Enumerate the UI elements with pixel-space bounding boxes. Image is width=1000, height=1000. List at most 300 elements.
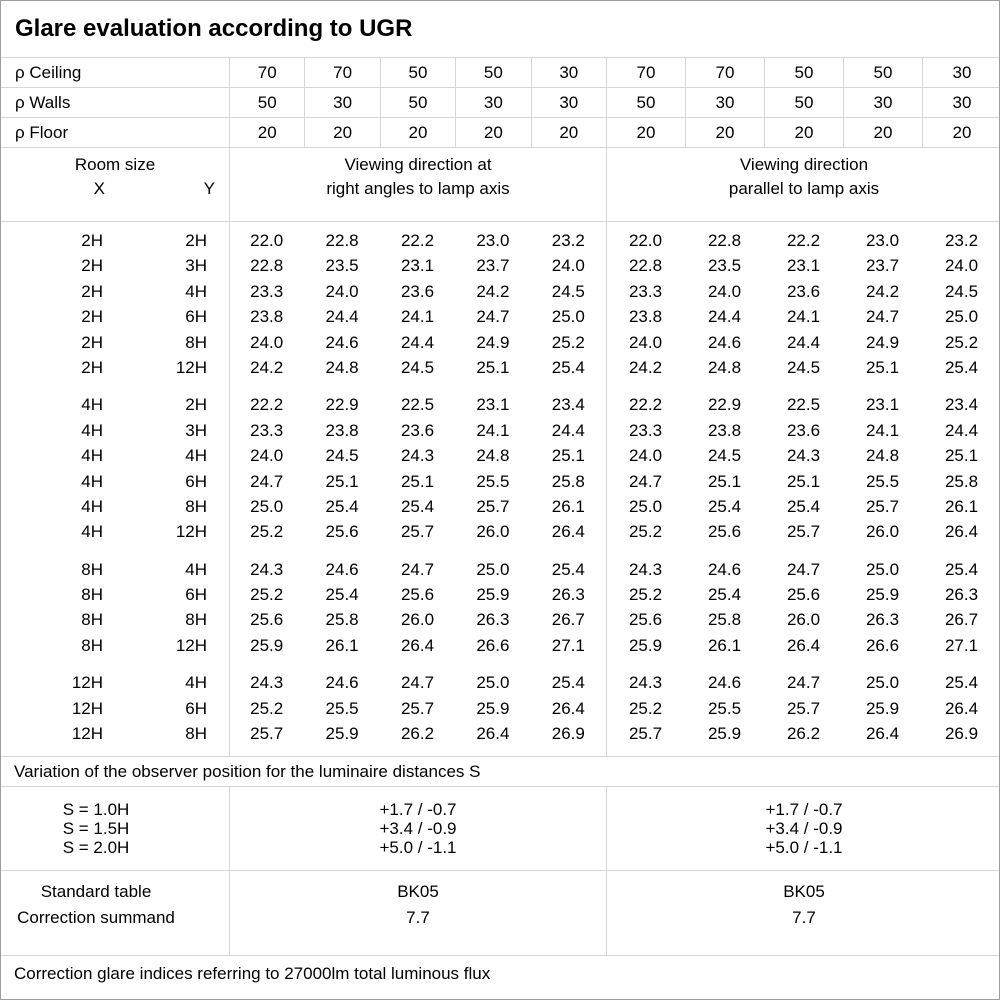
room-size-cell <box>1 670 229 695</box>
reflectance-values-group <box>606 88 1000 117</box>
ugr-values-group <box>606 469 1000 494</box>
ugr-value-right-angles: 26.4 <box>476 724 510 744</box>
ugr-value-right-angles: 24.2 <box>476 281 510 301</box>
ugr-value-right-angles: 24.7 <box>250 471 284 491</box>
room-size-x: 4H <box>81 496 103 516</box>
ugr-value-parallel: 26.4 <box>944 698 979 718</box>
standard-table-section <box>1 871 999 956</box>
reflectance-value: 50 <box>455 58 530 87</box>
room-size-header <box>1 148 229 221</box>
room-size-y: 8H <box>185 496 207 516</box>
reflectance-value: 20 <box>843 118 922 147</box>
reflectance-values-group <box>606 58 1000 87</box>
room-size-y: 8H <box>185 332 207 352</box>
reflectance-value: 70 <box>229 58 304 87</box>
ugr-value-right-angles: 24.6 <box>325 332 359 352</box>
room-size-y: 6H <box>185 698 207 718</box>
room-size-x: 8H <box>81 585 103 605</box>
ugr-value-parallel: 26.7 <box>944 610 979 630</box>
reflectance-value: 50 <box>843 58 922 87</box>
ugr-value-right-angles: 26.1 <box>551 496 585 516</box>
ugr-value-parallel: 25.0 <box>944 307 979 327</box>
reflectance-value: 30 <box>531 58 606 87</box>
s-distance-label: S = 1.5H <box>62 819 130 838</box>
ugr-value-right-angles: 24.3 <box>400 446 435 466</box>
ugr-value-right-angles: 25.4 <box>325 496 359 516</box>
ugr-values-group <box>229 304 606 329</box>
ugr-values-group <box>606 304 1000 329</box>
room-size-y: 12H <box>175 635 207 655</box>
reflectance-row-label: ρ Walls <box>15 92 71 112</box>
room-size-label: Room size <box>74 155 156 174</box>
ugr-values-group <box>229 633 606 658</box>
spacing-values-right-angles <box>229 787 606 870</box>
room-size-cell <box>1 253 229 278</box>
room-size-y: 4H <box>185 281 207 301</box>
ugr-value-parallel: 25.7 <box>865 496 900 516</box>
ugr-values-group <box>606 519 1000 544</box>
ugr-value-right-angles: 25.7 <box>476 496 510 516</box>
ugr-value-right-angles: 26.4 <box>400 635 435 655</box>
reflectance-values-group <box>229 88 606 117</box>
ugr-value-right-angles: 22.5 <box>400 395 435 415</box>
ugr-value-right-angles: 26.0 <box>476 522 510 542</box>
reflectance-value: 30 <box>685 88 764 117</box>
ugr-value-right-angles: 25.4 <box>400 496 435 516</box>
ugr-values-group <box>606 330 1000 355</box>
ugr-values-group <box>229 253 606 278</box>
ugr-value-right-angles: 24.3 <box>250 673 284 693</box>
room-size-y: 3H <box>185 256 207 276</box>
ugr-row-block <box>1 392 999 544</box>
ugr-value-parallel: 24.7 <box>786 673 821 693</box>
room-size-y: 12H <box>175 357 207 377</box>
ugr-value-right-angles: 26.1 <box>325 635 359 655</box>
reflectance-value: 30 <box>304 88 379 117</box>
table-header-row <box>1 148 999 222</box>
y-axis-label: Y <box>203 179 215 198</box>
room-size-y: 4H <box>185 559 207 579</box>
ugr-value-right-angles: 23.0 <box>476 231 510 250</box>
ugr-value-right-angles: 22.8 <box>325 231 359 250</box>
ugr-values-group <box>229 607 606 632</box>
ugr-value-right-angles: 26.4 <box>551 522 585 542</box>
room-size-y: 6H <box>185 585 207 605</box>
ugr-value-right-angles: 23.4 <box>551 395 585 415</box>
ugr-value-right-angles: 24.5 <box>400 357 435 377</box>
ugr-value-parallel: 26.3 <box>944 585 979 605</box>
reflectance-value: 20 <box>531 118 606 147</box>
ugr-value-parallel: 25.9 <box>865 698 900 718</box>
ugr-value-parallel: 25.6 <box>786 585 821 605</box>
ugr-value-right-angles: 24.5 <box>551 281 585 301</box>
table-row <box>1 392 999 417</box>
ugr-value-parallel: 25.7 <box>628 724 663 744</box>
ugr-value-parallel: 24.5 <box>944 281 979 301</box>
ugr-value-parallel: 26.0 <box>865 522 900 542</box>
ugr-value-right-angles: 26.0 <box>400 610 435 630</box>
ugr-value-right-angles: 25.6 <box>325 522 359 542</box>
ugr-values-group <box>606 392 1000 417</box>
room-size-cell <box>1 304 229 329</box>
page-title: Glare evaluation according to UGR <box>15 15 413 42</box>
reflectance-value: 20 <box>685 118 764 147</box>
ugr-value-right-angles: 25.4 <box>325 585 359 605</box>
group-header-line-2: right angles to lamp axis <box>326 179 510 198</box>
ugr-value-right-angles: 25.4 <box>551 673 585 693</box>
ugr-value-right-angles: 27.1 <box>551 635 585 655</box>
ugr-value-right-angles: 25.5 <box>325 698 359 718</box>
ugr-value-parallel: 22.2 <box>628 395 663 415</box>
ugr-value-parallel: 24.6 <box>707 332 742 352</box>
ugr-value-parallel: 22.5 <box>786 395 821 415</box>
table-row <box>1 418 999 443</box>
ugr-value-parallel: 25.0 <box>865 559 900 579</box>
ugr-value-parallel: 22.9 <box>707 395 742 415</box>
table-row <box>1 721 999 746</box>
ugr-values-group <box>229 557 606 582</box>
ugr-value-right-angles: 25.7 <box>250 724 284 744</box>
ugr-value-parallel: 26.3 <box>865 610 900 630</box>
ugr-values-group <box>606 279 1000 304</box>
group-header-line-1: Viewing direction at <box>344 155 492 174</box>
ugr-values-group <box>229 469 606 494</box>
ugr-value-right-angles: 25.9 <box>325 724 359 744</box>
ugr-values-group <box>606 355 1000 380</box>
standard-table-value: BK05 <box>783 882 825 901</box>
table-row <box>1 469 999 494</box>
room-size-y: 6H <box>185 307 207 327</box>
ugr-values-group <box>606 253 1000 278</box>
standard-values-parallel <box>606 871 1000 955</box>
group-header-parallel <box>606 148 1000 221</box>
spacing-correction-value: +3.4 / -0.9 <box>379 819 457 838</box>
standard-table-value: BK05 <box>397 882 439 901</box>
ugr-value-parallel: 23.3 <box>628 420 663 440</box>
ugr-values-group <box>606 443 1000 468</box>
ugr-value-parallel: 25.2 <box>944 332 979 352</box>
ugr-value-parallel: 24.8 <box>865 446 900 466</box>
ugr-value-right-angles: 24.3 <box>250 559 284 579</box>
room-size-cell <box>1 469 229 494</box>
ugr-value-right-angles: 24.5 <box>325 446 359 466</box>
ugr-value-parallel: 24.0 <box>628 446 663 466</box>
room-size-cell <box>1 494 229 519</box>
ugr-value-parallel: 23.1 <box>786 256 821 276</box>
title-row <box>1 1 999 58</box>
ugr-value-parallel: 25.5 <box>707 698 742 718</box>
ugr-value-parallel: 26.4 <box>786 635 821 655</box>
ugr-value-parallel: 24.1 <box>786 307 821 327</box>
ugr-value-right-angles: 24.7 <box>400 559 435 579</box>
ugr-value-right-angles: 25.6 <box>250 610 284 630</box>
reflectance-value: 20 <box>455 118 530 147</box>
reflectance-row <box>1 88 999 118</box>
ugr-value-parallel: 25.5 <box>865 471 900 491</box>
spacing-variation-section <box>1 787 999 871</box>
ugr-value-parallel: 25.9 <box>707 724 742 744</box>
ugr-value-parallel: 24.0 <box>707 281 742 301</box>
ugr-value-right-angles: 24.4 <box>551 420 585 440</box>
reflectance-value: 30 <box>531 88 606 117</box>
reflectance-row-label: ρ Ceiling <box>15 62 82 82</box>
ugr-value-right-angles: 24.2 <box>250 357 284 377</box>
ugr-value-parallel: 24.4 <box>786 332 821 352</box>
ugr-value-right-angles: 25.1 <box>476 357 510 377</box>
ugr-values-group <box>229 670 606 695</box>
ugr-value-parallel: 24.5 <box>707 446 742 466</box>
ugr-value-parallel: 24.9 <box>865 332 900 352</box>
room-size-x: 12H <box>71 698 103 718</box>
room-size-y: 2H <box>185 395 207 415</box>
reflectance-row <box>1 58 999 88</box>
table-row <box>1 494 999 519</box>
ugr-value-right-angles: 26.6 <box>476 635 510 655</box>
ugr-value-parallel: 24.2 <box>628 357 663 377</box>
reflectance-value: 50 <box>606 88 685 117</box>
table-row <box>1 557 999 582</box>
ugr-value-parallel: 24.7 <box>865 307 900 327</box>
ugr-value-right-angles: 24.8 <box>325 357 359 377</box>
reflectance-value: 20 <box>764 118 843 147</box>
ugr-value-parallel: 25.1 <box>786 471 821 491</box>
reflectance-value: 20 <box>229 118 304 147</box>
room-size-x: 2H <box>81 307 103 327</box>
ugr-value-right-angles: 23.6 <box>400 420 435 440</box>
ugr-values-group <box>229 330 606 355</box>
room-size-cell <box>1 330 229 355</box>
ugr-value-right-angles: 23.5 <box>325 256 359 276</box>
ugr-value-parallel: 24.3 <box>628 559 663 579</box>
ugr-value-parallel: 26.2 <box>786 724 821 744</box>
reflectance-values-group <box>606 118 1000 147</box>
reflectance-value: 70 <box>606 58 685 87</box>
ugr-values-group <box>606 418 1000 443</box>
ugr-value-right-angles: 25.2 <box>250 522 284 542</box>
ugr-value-right-angles: 24.0 <box>551 256 585 276</box>
ugr-value-parallel: 23.0 <box>865 231 900 250</box>
ugr-value-parallel: 24.0 <box>628 332 663 352</box>
ugr-value-right-angles: 24.0 <box>325 281 359 301</box>
reflectance-value: 30 <box>843 88 922 117</box>
ugr-value-right-angles: 24.7 <box>400 673 435 693</box>
spacing-correction-value: +5.0 / -1.1 <box>765 838 843 857</box>
ugr-value-parallel: 23.1 <box>865 395 900 415</box>
reflectance-value: 30 <box>922 58 1000 87</box>
ugr-value-right-angles: 26.2 <box>400 724 435 744</box>
x-axis-label: X <box>93 179 105 198</box>
ugr-value-right-angles: 25.0 <box>250 496 284 516</box>
reflectance-section <box>1 58 999 148</box>
room-size-y: 3H <box>185 420 207 440</box>
ugr-values-group <box>606 607 1000 632</box>
room-size-x: 4H <box>81 420 103 440</box>
ugr-values-group <box>229 519 606 544</box>
ugr-value-right-angles: 24.4 <box>400 332 435 352</box>
room-size-cell <box>1 392 229 417</box>
ugr-value-right-angles: 23.8 <box>325 420 359 440</box>
ugr-value-right-angles: 25.4 <box>551 559 585 579</box>
ugr-value-parallel: 25.8 <box>707 610 742 630</box>
ugr-value-parallel: 22.2 <box>786 231 821 250</box>
ugr-values-body <box>1 222 999 756</box>
ugr-value-parallel: 23.2 <box>944 231 979 250</box>
ugr-value-parallel: 25.7 <box>786 522 821 542</box>
ugr-value-parallel: 22.8 <box>707 231 742 250</box>
ugr-value-right-angles: 23.1 <box>476 395 510 415</box>
ugr-value-parallel: 24.3 <box>786 446 821 466</box>
variation-note: Variation of the observer position for the luminaire distances S <box>1 756 999 787</box>
correction-summand-label: Correction summand <box>17 908 175 927</box>
ugr-value-right-angles: 25.7 <box>400 522 435 542</box>
table-row <box>1 670 999 695</box>
room-size-x: 4H <box>81 446 103 466</box>
room-size-x: 4H <box>81 395 103 415</box>
ugr-values-group <box>229 721 606 746</box>
ugr-value-right-angles: 25.1 <box>325 471 359 491</box>
ugr-value-parallel: 24.4 <box>707 307 742 327</box>
room-size-cell <box>1 228 229 253</box>
ugr-value-right-angles: 22.9 <box>325 395 359 415</box>
ugr-values-group <box>606 670 1000 695</box>
ugr-value-right-angles: 25.2 <box>250 585 284 605</box>
ugr-value-parallel: 24.4 <box>944 420 979 440</box>
ugr-value-right-angles: 24.8 <box>476 446 510 466</box>
ugr-value-right-angles: 23.7 <box>476 256 510 276</box>
standard-values-right-angles <box>229 871 606 955</box>
ugr-value-parallel: 25.7 <box>786 698 821 718</box>
ugr-value-parallel: 24.0 <box>944 256 979 276</box>
ugr-values-group <box>229 582 606 607</box>
ugr-value-parallel: 24.1 <box>865 420 900 440</box>
ugr-value-right-angles: 25.8 <box>325 610 359 630</box>
room-size-cell <box>1 696 229 721</box>
ugr-values-group <box>606 696 1000 721</box>
reflectance-value: 50 <box>380 58 455 87</box>
ugr-values-group <box>229 355 606 380</box>
room-size-y: 4H <box>185 446 207 466</box>
ugr-value-right-angles: 25.9 <box>476 585 510 605</box>
ugr-values-group <box>606 633 1000 658</box>
room-size-axis-labels <box>1 177 229 201</box>
ugr-value-right-angles: 22.2 <box>250 395 284 415</box>
spacing-correction-value: +5.0 / -1.1 <box>379 838 457 857</box>
ugr-values-group <box>229 443 606 468</box>
ugr-value-parallel: 24.7 <box>786 559 821 579</box>
ugr-value-parallel: 23.8 <box>707 420 742 440</box>
ugr-values-group <box>229 279 606 304</box>
ugr-value-parallel: 25.4 <box>707 496 742 516</box>
ugr-value-right-angles: 25.0 <box>476 673 510 693</box>
ugr-value-right-angles: 23.3 <box>250 281 284 301</box>
ugr-value-parallel: 25.1 <box>865 357 900 377</box>
ugr-value-right-angles: 25.8 <box>551 471 585 491</box>
correction-summand-value: 7.7 <box>792 908 816 927</box>
reflectance-row <box>1 118 999 148</box>
ugr-value-parallel: 23.6 <box>786 281 821 301</box>
room-size-cell <box>1 355 229 380</box>
ugr-value-parallel: 25.4 <box>707 585 742 605</box>
room-size-y: 4H <box>185 673 207 693</box>
ugr-values-group <box>606 582 1000 607</box>
ugr-value-parallel: 25.9 <box>865 585 900 605</box>
reflectance-value: 70 <box>685 58 764 87</box>
ugr-row-block <box>1 670 999 746</box>
reflectance-row-label: ρ Floor <box>15 122 69 142</box>
ugr-value-parallel: 25.0 <box>865 673 900 693</box>
ugr-value-right-angles: 26.3 <box>551 585 585 605</box>
room-size-cell <box>1 721 229 746</box>
ugr-value-right-angles: 23.6 <box>400 281 435 301</box>
ugr-value-parallel: 25.1 <box>944 446 979 466</box>
ugr-values-group <box>229 418 606 443</box>
ugr-value-parallel: 23.4 <box>944 395 979 415</box>
ugr-value-parallel: 25.4 <box>944 357 979 377</box>
ugr-value-parallel: 24.2 <box>865 281 900 301</box>
ugr-values-group <box>606 721 1000 746</box>
reflectance-value: 20 <box>380 118 455 147</box>
table-row <box>1 228 999 253</box>
ugr-row-block <box>1 557 999 659</box>
table-row <box>1 607 999 632</box>
group-header-line-1: Viewing direction <box>739 155 869 174</box>
ugr-value-parallel: 24.6 <box>707 559 742 579</box>
ugr-value-parallel: 25.0 <box>628 496 663 516</box>
ugr-value-right-angles: 25.2 <box>250 698 284 718</box>
ugr-value-right-angles: 23.2 <box>551 231 585 250</box>
ugr-value-right-angles: 25.0 <box>551 307 585 327</box>
spacing-values-parallel <box>606 787 1000 870</box>
table-row <box>1 355 999 380</box>
standard-labels <box>1 871 229 955</box>
ugr-value-right-angles: 25.2 <box>551 332 585 352</box>
ugr-value-right-angles: 24.6 <box>325 673 359 693</box>
ugr-value-right-angles: 24.6 <box>325 559 359 579</box>
room-size-x: 8H <box>81 559 103 579</box>
table-row <box>1 696 999 721</box>
room-size-x: 12H <box>71 724 103 744</box>
spacing-correction-value: +1.7 / -0.7 <box>379 800 457 819</box>
spacing-correction-value: +1.7 / -0.7 <box>765 800 843 819</box>
ugr-value-parallel: 22.8 <box>628 256 663 276</box>
reflectance-value: 70 <box>304 58 379 87</box>
ugr-value-right-angles: 24.0 <box>250 446 284 466</box>
ugr-value-right-angles: 22.0 <box>250 231 284 250</box>
ugr-value-parallel: 25.1 <box>707 471 742 491</box>
ugr-value-parallel: 26.1 <box>707 635 742 655</box>
s-distance-label: S = 2.0H <box>62 838 130 857</box>
ugr-value-right-angles: 25.0 <box>476 559 510 579</box>
table-row <box>1 633 999 658</box>
group-header-line-2: parallel to lamp axis <box>728 179 880 198</box>
table-row <box>1 253 999 278</box>
reflectance-value: 50 <box>229 88 304 117</box>
ugr-value-parallel: 25.6 <box>628 610 663 630</box>
ugr-value-parallel: 24.7 <box>628 471 663 491</box>
ugr-value-right-angles: 26.9 <box>551 724 585 744</box>
ugr-value-parallel: 26.0 <box>786 610 821 630</box>
ugr-values-group <box>229 392 606 417</box>
ugr-value-right-angles: 25.1 <box>551 446 585 466</box>
room-size-x: 2H <box>81 231 103 250</box>
ugr-value-parallel: 26.4 <box>865 724 900 744</box>
ugr-value-right-angles: 25.9 <box>250 635 284 655</box>
ugr-value-right-angles: 24.7 <box>476 307 510 327</box>
ugr-values-group <box>606 494 1000 519</box>
ugr-value-parallel: 26.6 <box>865 635 900 655</box>
ugr-value-parallel: 23.5 <box>707 256 742 276</box>
room-size-y: 8H <box>185 724 207 744</box>
